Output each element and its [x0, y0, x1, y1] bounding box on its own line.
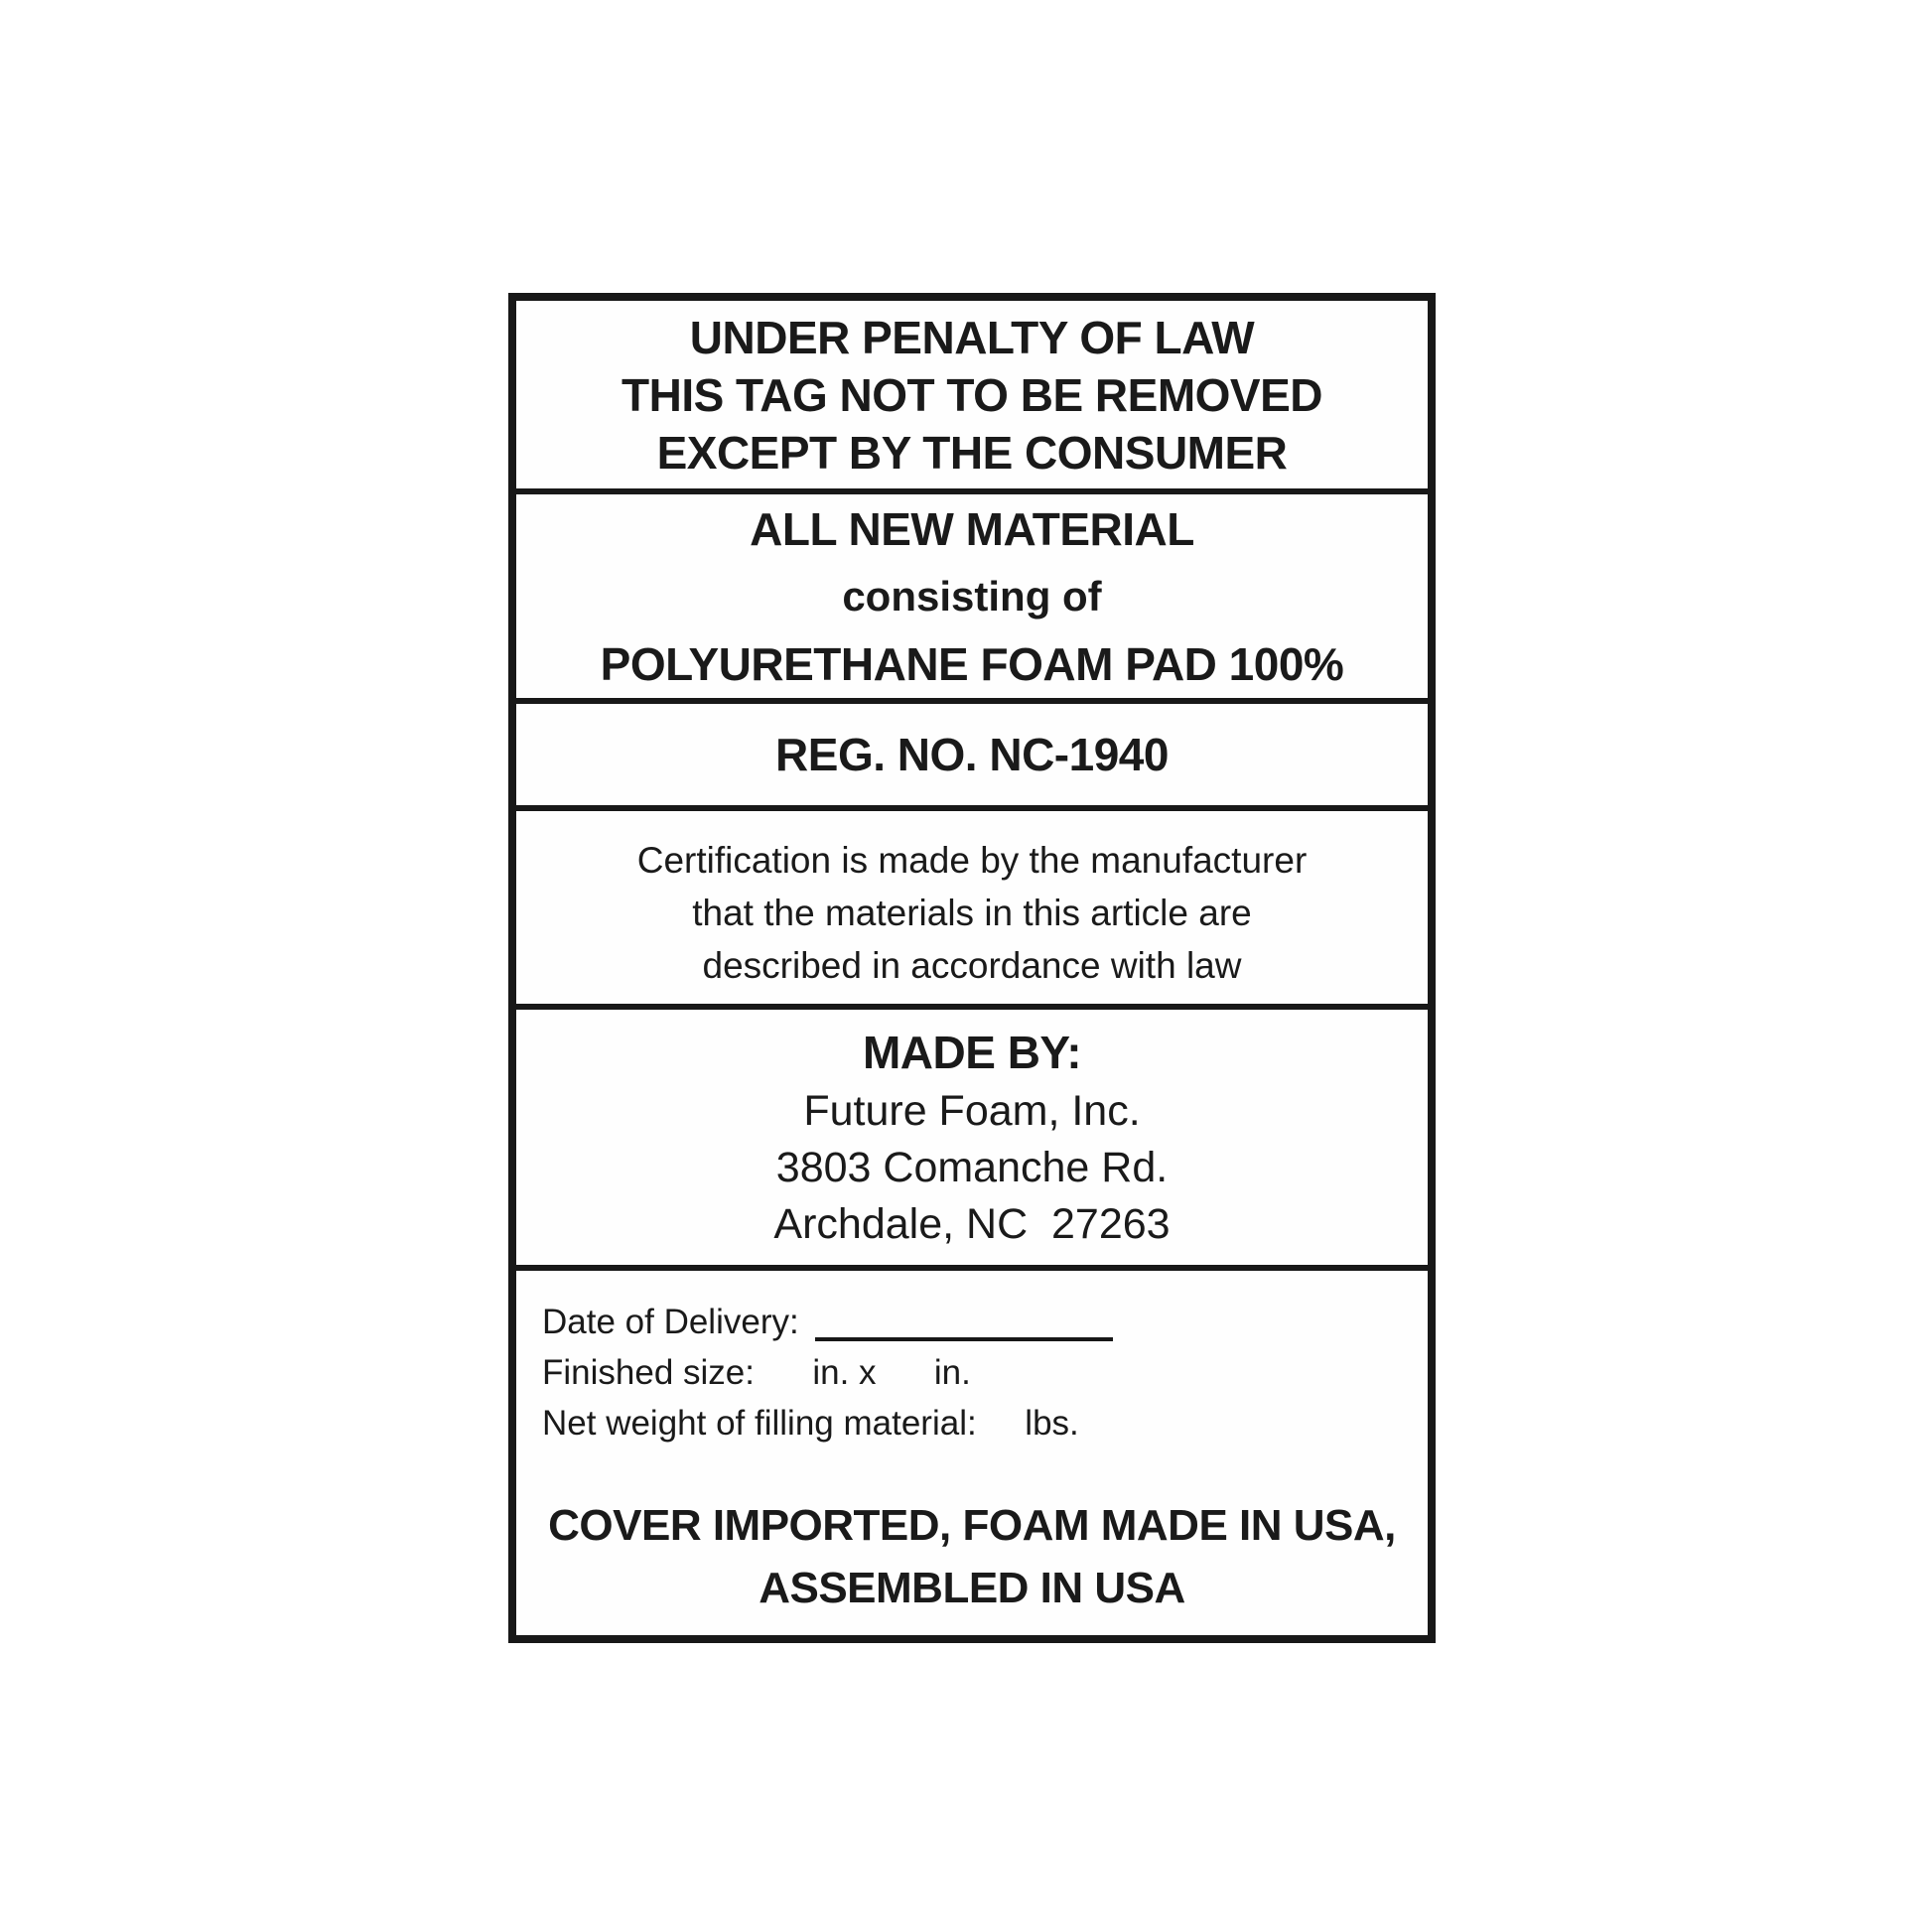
penalty-notice-section: [516, 301, 1428, 494]
origin-statement: [516, 1494, 1428, 1619]
origin-statement-line-2: ASSEMBLED IN USA: [759, 1564, 1185, 1612]
material-line-3: POLYURETHANE FOAM PAD 100%: [600, 637, 1344, 690]
registration-number: REG. NO. NC-1940: [775, 729, 1169, 780]
material-line-1: ALL NEW MATERIAL: [750, 502, 1194, 555]
manufacturer-street: 3803 Comanche Rd.: [775, 1144, 1169, 1191]
penalty-line-1: UNDER PENALTY OF LAW: [689, 311, 1255, 363]
delivery-details-section: [516, 1271, 1428, 1635]
penalty-line-3: EXCEPT BY THE CONSUMER: [656, 426, 1288, 479]
material-line-2: consisting of: [842, 572, 1102, 620]
law-label-tag: [508, 293, 1436, 1643]
date-of-delivery-line: [516, 1297, 1428, 1347]
certification-line-3: described in accordance with law: [702, 944, 1242, 986]
made-by-section: [516, 1010, 1428, 1271]
certification-line-1: Certification is made by the manufacturer: [636, 839, 1308, 881]
certification-line-2: that the materials in this article are: [692, 892, 1252, 933]
material-contents-section: [516, 494, 1428, 704]
certification-section: [516, 811, 1428, 1010]
origin-statement-line-1: COVER IMPORTED, FOAM MADE IN USA,: [548, 1501, 1396, 1550]
registration-number-section: [516, 704, 1428, 811]
manufacturer-city-state-zip: Archdale, NC 27263: [773, 1200, 1171, 1248]
penalty-line-2: THIS TAG NOT TO BE REMOVED: [621, 368, 1322, 421]
made-by-heading: MADE BY:: [862, 1027, 1082, 1078]
date-of-delivery-label: Date of Delivery:: [542, 1303, 799, 1341]
date-of-delivery-blank: [815, 1308, 1113, 1341]
manufacturer-name: Future Foam, Inc.: [803, 1087, 1141, 1135]
finished-size-line: Finished size: in. x in.: [542, 1353, 971, 1392]
net-weight-line: Net weight of filling material: lbs.: [542, 1404, 1079, 1443]
